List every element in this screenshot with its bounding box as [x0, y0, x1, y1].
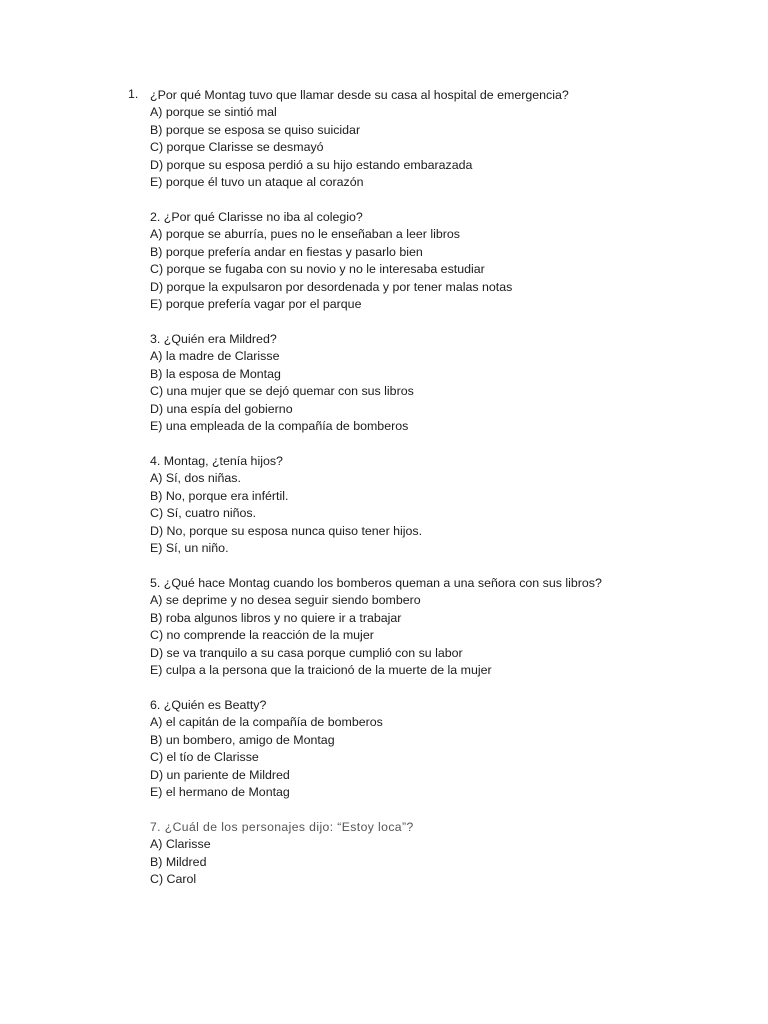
question-4-option-a: A) Sí, dos niñas. — [150, 471, 241, 486]
question-4 — [150, 453, 750, 557]
question-2 — [150, 209, 750, 313]
question-4-text: 4. Montag, ¿tenía hijos? — [150, 454, 283, 468]
question-6-option-d: D) un pariente de Mildred — [150, 767, 290, 782]
question-7-option-b: B) Mildred — [150, 854, 207, 869]
question-2-text: 2. ¿Por qué Clarisse no iba al colegio? — [150, 210, 363, 224]
question-1-option-b: B) porque se esposa se quiso suicidar — [150, 122, 361, 137]
question-2-option-e: E) porque prefería vagar por el parque — [150, 296, 362, 311]
question-6-option-b: B) un bombero, amigo de Montag — [150, 732, 335, 747]
question-7-option-a: A) Clarisse — [150, 837, 211, 852]
question-5-option-e: E) culpa a la persona que la traicionó de la muerte de la mujer — [150, 662, 492, 677]
question-2-option-b: B) porque prefería andar en fiestas y pasarlo bien — [150, 244, 423, 259]
question-1-option-d: D) porque su esposa perdió a su hijo estando embarazada — [150, 157, 473, 172]
question-3-option-b: B) la esposa de Montag — [150, 366, 281, 381]
question-1-text: ¿Por qué Montag tuvo que llamar desde su casa al hospital de emergencia? — [150, 88, 569, 102]
question-6 — [150, 697, 750, 801]
question-4-option-d: D) No, porque su esposa nunca quiso tener hijos. — [150, 523, 423, 538]
question-3 — [150, 331, 750, 435]
question-4-option-c: C) Sí, cuatro niños. — [150, 506, 257, 521]
question-5-option-b: B) roba algunos libros y no quiere ir a trabajar — [150, 610, 402, 625]
question-5-option-d: D) se va tranquilo a su casa porque cumplió con su labor — [150, 645, 463, 660]
question-3-option-c: C) una mujer que se dejó quemar con sus libros — [150, 384, 414, 399]
question-6-option-a: A) el capitán de la compañía de bomberos — [150, 715, 383, 730]
question-4-option-b: B) No, porque era infértil. — [150, 488, 289, 503]
question-6-option-c: C) el tío de Clarisse — [150, 750, 259, 765]
question-5-text: 5. ¿Qué hace Montag cuando los bomberos queman a una señora con sus libros? — [150, 576, 602, 590]
question-5-option-a: A) se deprime y no desea seguir siendo bombero — [150, 593, 421, 608]
question-3-option-e: E) una empleada de la compañía de bomberos — [150, 418, 409, 433]
question-1 — [128, 87, 750, 191]
question-6-text: 6. ¿Quién es Beatty? — [150, 698, 267, 712]
question-5-option-c: C) no comprende la reacción de la mujer — [150, 628, 374, 643]
question-3-option-a: A) la madre de Clarisse — [150, 349, 280, 364]
question-1-number: 1. — [128, 87, 139, 101]
question-3-text: 3. ¿Quién era Mildred? — [150, 332, 277, 346]
question-7-option-c: C) Carol — [150, 872, 197, 887]
question-6-option-e: E) el hermano de Montag — [150, 784, 290, 799]
question-2-option-c: C) porque se fugaba con su novio y no le interesaba estudiar — [150, 262, 485, 277]
question-4-option-e: E) Sí, un niño. — [150, 540, 229, 555]
question-1-option-a: A) porque se sintió mal — [150, 105, 277, 120]
question-1-option-c: C) porque Clarisse se desmayó — [150, 140, 324, 155]
question-7 — [150, 819, 750, 889]
question-7-text: 7. ¿Cuál de los personajes dijo: “Estoy loca”? — [150, 820, 414, 834]
question-1-option-e: E) porque él tuvo un ataque al corazón — [150, 174, 364, 189]
question-2-option-d: D) porque la expulsaron por desordenada y por tener malas notas — [150, 279, 513, 294]
question-2-option-a: A) porque se aburría, pues no le enseñaban a leer libros — [150, 227, 460, 242]
question-3-option-d: D) una espía del gobierno — [150, 401, 293, 416]
question-5 — [150, 575, 750, 679]
